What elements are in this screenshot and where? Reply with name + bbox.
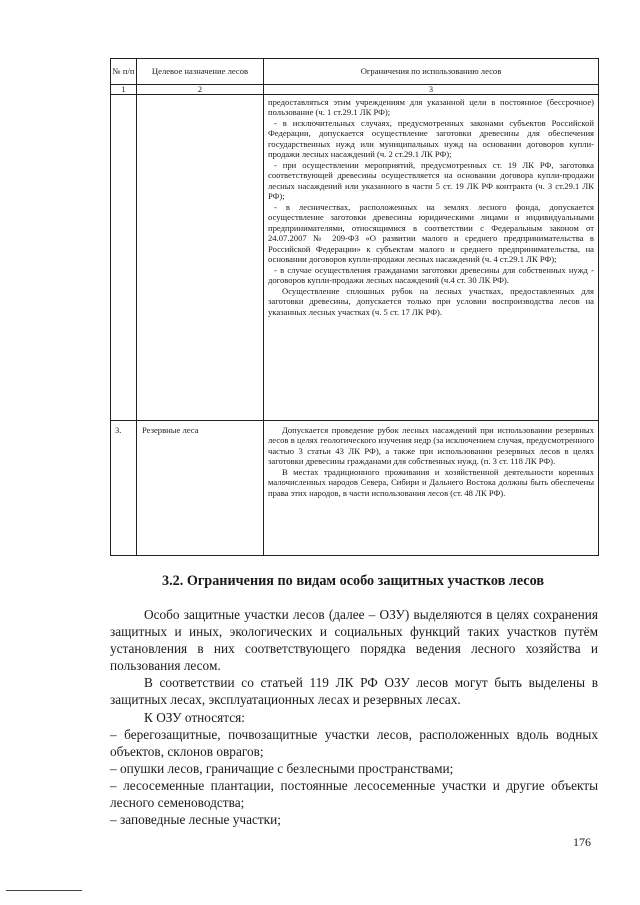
body-paragraph: Особо защитные участки лесов (далее – ОЗУ) выделяются в целях сохранения защитных и иных, экологических и социальных функций таких участков путём установления в них соответствующего порядка ведения лесного хозяйства и пользования лесом.: [110, 607, 598, 674]
section-body: [110, 606, 598, 828]
row-number: 3.: [111, 421, 137, 556]
row-number: [111, 95, 137, 421]
page-number: 176: [573, 835, 591, 849]
forest-limitations-table: [110, 58, 599, 556]
body-paragraph: В соответствии со статьей 119 ЛК РФ ОЗУ лесов могут быть выделены в защитных лесах, эксплуатационных лесах и резервных лесах.: [110, 675, 598, 708]
limitation-paragraph: - в исключительных случаях, предусмотренных законами субъектов Российской Федерации, допускается осуществление заготовки древесины для обеспечения государственных нужд или муниципальных нужд на основании договоров купли-продажи лесных насаждений (ч. 2 ст.29.1 ЛК РФ);: [268, 117, 594, 160]
column-number-row: [111, 85, 599, 95]
row-limitations: [264, 95, 599, 421]
table-header-row: [111, 59, 599, 85]
table-row: [111, 421, 599, 556]
footer-rule: [6, 890, 82, 891]
limitation-paragraph: В местах традиционного проживания и хозяйственной деятельности коренных малочисленных народов Севера, Сибири и Дальнего Востока должны быть обеспечены права этих народов, в части использования лесов (ст. 48 ЛК РФ).: [268, 466, 594, 498]
section-heading: 3.2. Ограничения по видам особо защитных участков лесов: [162, 573, 545, 589]
limitation-paragraph: предоставляться этим учреждениям для указанной цели в постоянное (бессрочное) пользование (ч. 1 ст.29.1 ЛК РФ);: [268, 97, 594, 118]
list-item: – заповедные лесные участки;: [110, 812, 281, 828]
limitation-paragraph: - в случае осуществления гражданами заготовки древесины для собственных нужд - договоров купли-продажи лесных насаждений (ч.4 ст. 30 ЛК РФ).: [268, 264, 594, 286]
list-item: – опушки лесов, граничащие с безлесными пространствами;: [110, 760, 454, 776]
limitation-paragraph: - при осуществлении мероприятий, предусмотренных ст. 19 ЛК РФ, заготовка соответствующей древесины осуществляется на основании договора купли-продажи лесных насаждений или указанного в части 5 ст. 19 ЛК РФ контракта (ч. 3 ст.29.1 ЛК РФ);: [268, 159, 594, 202]
row-purpose: [137, 95, 264, 421]
header-limitations: Ограничения по использованию лесов: [264, 59, 599, 85]
row-purpose: Резервные леса: [137, 421, 264, 556]
limitation-paragraph: Осуществление сплошных рубок на лесных участках, предоставленных для заготовки древесины, допускается только при условии воспроизводства лесов на указанных лесных участках (ч. 5 ст. 17 ЛК РФ).: [268, 285, 594, 317]
header-purpose: Целевое назначение лесов: [137, 59, 264, 85]
limitation-paragraph: Допускается проведение рубок лесных насаждений при использовании резервных лесов в целях геологического изучения недр (за исключением случая, предусмотренного частью 3 статьи 43 ЛК РФ), а также при использовании резервных лесов в целях заготовки древесины гражданами для собственных нужд. (п. 3 ст. 118 ЛК РФ).: [268, 425, 594, 467]
header-number: № п/п: [111, 59, 137, 85]
list-item: – лесосеменные плантации, постоянные лесосеменные участки и другие объекты лесного семеноводства;: [110, 777, 598, 811]
table-row: [111, 95, 599, 421]
list-item: – берегозащитные, почвозащитные участки лесов, расположенных вдоль водных объектов, склонов оврагов;: [110, 726, 598, 759]
column-number: 2: [137, 85, 264, 95]
row-limitations: [264, 421, 599, 556]
column-number: 3: [264, 85, 599, 95]
limitation-paragraph: - в лесничествах, расположенных на землях лесного фонда, допускается осуществление заготовки древесины юридическими лицами и индивидуальными предпринимателями, относящимися в соответствии с Федеральным законом от 24.07.2007 № 209-ФЗ «О развитии малого и среднего предпринимательства в Российской Федерации» к субъектам малого и среднего предпринимательства, на основании договоров купли-продажи лесных насаждений (ч. 4 ст.29.1 ЛК РФ);: [268, 201, 594, 265]
body-paragraph: К ОЗУ относятся:: [144, 709, 245, 725]
column-number: 1: [111, 85, 137, 95]
